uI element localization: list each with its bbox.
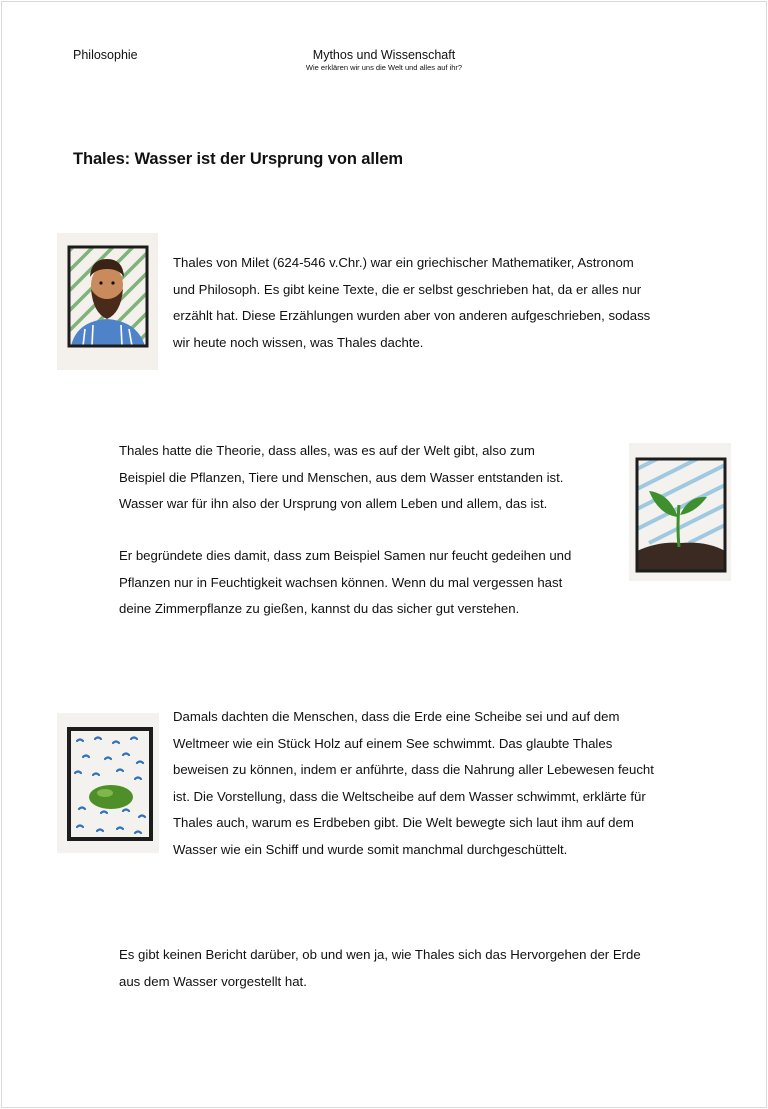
portrait-drawing <box>57 233 158 370</box>
text-line: ist. Die Vorstellung, dass die Weltscheibe auf dem Wasser schwimmt, erklärte für <box>173 788 646 804</box>
header-title: Mythos und Wissenschaft <box>312 48 456 62</box>
text-line: Er begründete dies damit, dass zum Beispiel Samen nur feucht gedeihen und <box>119 548 572 563</box>
thales-portrait-icon <box>57 233 158 370</box>
paragraph-intro <box>173 250 650 356</box>
text-line: Weltmeer wie ein Stück Holz auf einem See schwimmt. Das glaubte Thales <box>173 735 613 751</box>
seedling-icon <box>629 443 731 581</box>
text-line: aus dem Wasser vorgestellt hat. <box>119 973 307 989</box>
header-center <box>200 48 568 73</box>
text-line: Wasser war für ihn also der Ursprung von allem Leben und allem, das ist. <box>119 496 548 512</box>
text-line: erzählt hat. Diese Erzählungen wurden aber von anderen aufgeschrieben, sodass <box>173 308 651 324</box>
text-line: Damals dachten die Menschen, dass die Erde eine Scheibe sei und auf dem <box>173 709 620 724</box>
island-water-icon <box>57 713 159 853</box>
text-line: Es gibt keinen Bericht darüber, ob und wen ja, wie Thales sich das Hervorgehen der Erde <box>119 947 641 962</box>
paragraph-reasoning <box>119 543 571 623</box>
text-line: beweisen zu können, indem er anführte, dass die Nahrung aller Lebewesen feucht <box>173 762 654 778</box>
document-title: Thales: Wasser ist der Ursprung von allem <box>73 150 403 168</box>
text-line: wir heute noch wissen, was Thales dachte. <box>173 334 424 350</box>
island-drawing <box>57 713 159 853</box>
text-line: und Philosoph. Es gibt keine Texte, die er selbst geschrieben hat, da er alles nur <box>173 281 642 297</box>
text-line: Thales auch, warum es Erdbeben gibt. Die Welt bewegte sich laut ihm auf dem <box>173 815 634 831</box>
seedling-drawing <box>629 443 731 581</box>
header-subject: Philosophie <box>73 48 138 62</box>
paragraph-closing <box>119 942 641 995</box>
paragraph-theory <box>119 438 563 518</box>
text-line: Beispiel die Pflanzen, Tiere und Menschen, aus dem Wasser entstanden ist. <box>119 469 564 485</box>
paragraph-earth-disc <box>173 704 654 864</box>
text-line: Thales hatte die Theorie, dass alles, was es auf der Welt gibt, also zum <box>119 443 535 458</box>
text-line: Pflanzen nur in Feuchtigkeit wachsen können. Wenn du mal vergessen hast <box>119 574 563 590</box>
text-line: deine Zimmerpflanze zu gießen, kannst du das sicher gut verstehen. <box>119 601 520 617</box>
header-subtitle: Wie erklären wir uns die Welt und alles auf ihr? <box>305 63 463 72</box>
text-line: Wasser wie ein Schiff und wurde somit manchmal durchgeschüttelt. <box>173 841 568 857</box>
text-line: Thales von Milet (624-546 v.Chr.) war ein griechischer Mathematiker, Astronom <box>173 255 634 270</box>
